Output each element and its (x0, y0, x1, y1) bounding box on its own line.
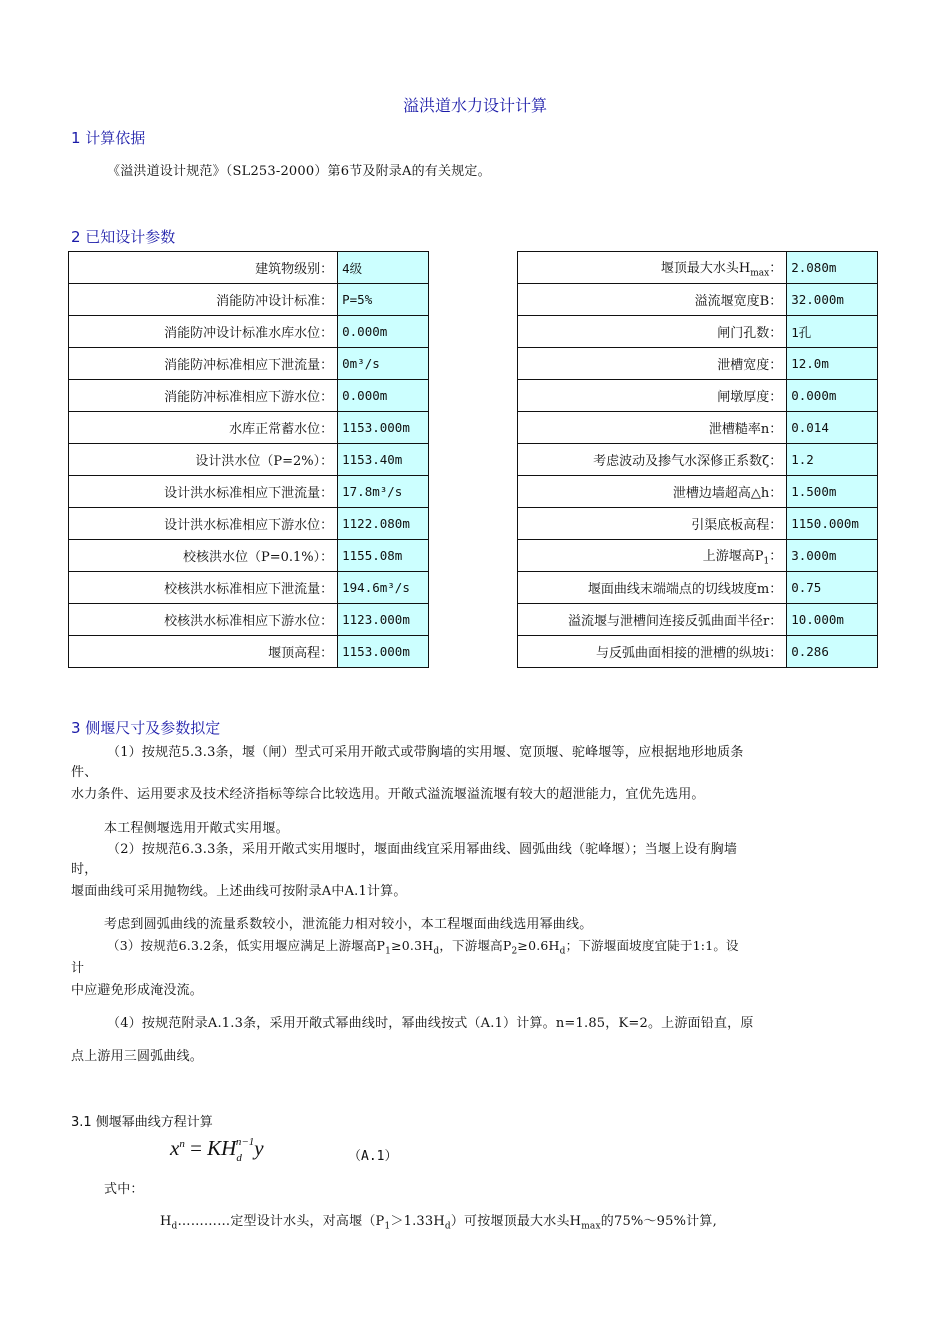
param-value: 1153.000m (338, 636, 429, 668)
param-value: 1122.080m (338, 508, 429, 540)
param-value: 0.014 (787, 412, 878, 444)
param-label: 消能防冲设计标准水库水位： (69, 316, 338, 348)
param-row (69, 316, 429, 348)
param-label: 堰面曲线末端端点的切线坡度m： (518, 572, 787, 604)
param-label: 堰顶最大水头$H_{max}$： (518, 252, 787, 284)
param-row (518, 572, 878, 604)
param-label: 建筑物级别： (69, 252, 338, 284)
para4-line1: （4）按规范附录A.1.3条，采用开敞式幂曲线时，幂曲线按式（A.1）计算。n=1.85，K=2。上游面铅直，原 (107, 1016, 754, 1031)
param-row (69, 412, 429, 444)
where-label: 式中： (104, 1182, 144, 1197)
para3-line2: 计 (71, 961, 85, 976)
param-label: 校核洪水标准相应下泄流量： (69, 572, 338, 604)
page-title: 溢洪道水力设计计算 (402, 96, 547, 115)
param-label: 水库正常蓄水位： (69, 412, 338, 444)
param-row (518, 540, 878, 572)
param-row (518, 284, 878, 316)
param-row (518, 252, 878, 284)
param-row (518, 604, 878, 636)
param-label: 设计洪水标准相应下泄流量： (69, 476, 338, 508)
param-label: 闸门孔数： (518, 316, 787, 348)
param-value: 1.2 (787, 444, 878, 476)
param-value: 12.0m (787, 348, 878, 380)
param-row (69, 604, 429, 636)
param-label: 消能防冲标准相应下泄流量： (69, 348, 338, 380)
param-label: 考虑波动及掺气水深修正系数ζ： (518, 444, 787, 476)
param-row (518, 476, 878, 508)
param-row (69, 476, 429, 508)
param-value: 0.000m (787, 380, 878, 412)
param-row (518, 508, 878, 540)
param-value: 1孔 (787, 316, 878, 348)
param-label: 消能防冲设计标准： (69, 284, 338, 316)
param-value: 0.000m (338, 380, 429, 412)
param-row (69, 508, 429, 540)
param-value: 1153.000m (338, 412, 429, 444)
param-row (518, 412, 878, 444)
param-label: 溢流堰宽度B： (518, 284, 787, 316)
section3-heading: 3 侧堰尺寸及参数拟定 (71, 719, 221, 737)
section31-heading: 3.1 侧堰幂曲线方程计算 (71, 1115, 213, 1130)
param-value: 0.286 (787, 636, 878, 668)
param-row (69, 444, 429, 476)
param-value: 1123.000m (338, 604, 429, 636)
para1-line4: 本工程侧堰选用开敞式实用堰。 (104, 821, 289, 836)
para2-line4: 考虑到圆弧曲线的流量系数较小，泄流能力相对较小，本工程堰面曲线选用幂曲线。 (104, 917, 593, 932)
param-row (69, 252, 429, 284)
param-value: 1150.000m (787, 508, 878, 540)
para1-line3: 水力条件、运用要求及技术经济指标等综合比较选用。开敞式溢流堰溢流堰有较大的超泄能力，宜优先选用。 (71, 787, 705, 802)
param-row (69, 572, 429, 604)
param-value: 0m³/s (338, 348, 429, 380)
param-row (518, 316, 878, 348)
param-row (69, 636, 429, 668)
para2-line1: （2）按规范6.3.3条，采用开敞式实用堰时，堰面曲线宜采用幂曲线、圆弧曲线（驼峰堰）；当堰上设有胸墙 (107, 842, 738, 857)
hd-definition: $H_d\dots\dots\dots\dots$定型设计水头，对高堰$(P_1>1.33H_d)$可按堰顶最大水头$H_{max}$的75%～95%计算, (160, 1214, 717, 1232)
param-label: 设计洪水位（P=2%）： (69, 444, 338, 476)
param-label: 上游堰高$P_1$： (518, 540, 787, 572)
param-label: 泄槽边墙超高△h： (518, 476, 787, 508)
param-label: 堰顶高程： (69, 636, 338, 668)
param-value: 1153.40m (338, 444, 429, 476)
section1-heading: 1 计算依据 (71, 129, 146, 147)
left-params-table (68, 251, 429, 668)
para2-line3: 堰面曲线可采用抛物线。上述曲线可按附录A中A.1计算。 (71, 884, 407, 899)
section1-text: 《溢洪道设计规范》（SL253-2000）第6节及附录A的有关规定。 (107, 164, 491, 179)
param-value: 0.000m (338, 316, 429, 348)
section2-heading: 2 已知设计参数 (71, 228, 176, 246)
param-value: 194.6m³/s (338, 572, 429, 604)
param-row (69, 380, 429, 412)
param-value: 1.500m (787, 476, 878, 508)
para3-line3: 中应避免形成淹没流。 (71, 983, 204, 998)
param-value: 0.75 (787, 572, 878, 604)
param-row (518, 444, 878, 476)
param-row (69, 540, 429, 572)
para1-line2: 件、 (71, 765, 98, 780)
param-label: 溢流堰与泄槽间连接反弧曲面半径r： (518, 604, 787, 636)
param-label: 引渠底板高程： (518, 508, 787, 540)
param-row (518, 380, 878, 412)
param-label: 校核洪水标准相应下游水位： (69, 604, 338, 636)
equation-number: （A.1） (348, 1149, 398, 1164)
param-label: 闸墩厚度： (518, 380, 787, 412)
param-label: 校核洪水位（P=0.1%）： (69, 540, 338, 572)
param-row (518, 636, 878, 668)
param-value: 17.8m³/s (338, 476, 429, 508)
para1-line1: （1）按规范5.3.3条，堰（闸）型式可采用开敞式或带胸墙的实用堰、宽顶堰、驼峰堰等，应根据地形地质条 (107, 745, 744, 760)
param-label: 与反弧曲面相接的泄槽的纵坡i： (518, 636, 787, 668)
param-value: 32.000m (787, 284, 878, 316)
param-value: 10.000m (787, 604, 878, 636)
param-value: 3.000m (787, 540, 878, 572)
para4-line2: 点上游用三圆弧曲线。 (71, 1049, 204, 1064)
param-value: 1155.08m (338, 540, 429, 572)
param-value: 2.080m (787, 252, 878, 284)
right-params-table (517, 251, 878, 668)
param-value: 4级 (338, 252, 429, 284)
para3-line1: （3）按规范6.3.2条，低实用堰应满足上游堰高$P_1\ge 0.3H_d$，下游堰高$P_2\ge 0.6H_d$；下游堰面坡度宜陡于1:1。设 (107, 938, 739, 957)
para2-line2: 时， (71, 862, 98, 877)
param-label: 消能防冲标准相应下游水位： (69, 380, 338, 412)
param-row (69, 348, 429, 380)
param-value: P=5% (338, 284, 429, 316)
param-label: 泄槽糙率n： (518, 412, 787, 444)
param-label: 泄槽宽度： (518, 348, 787, 380)
param-row (69, 284, 429, 316)
power-curve-formula: $x^n = KH_d^{n-1}y$ (170, 1136, 264, 1164)
param-row (518, 348, 878, 380)
param-label: 设计洪水标准相应下游水位： (69, 508, 338, 540)
